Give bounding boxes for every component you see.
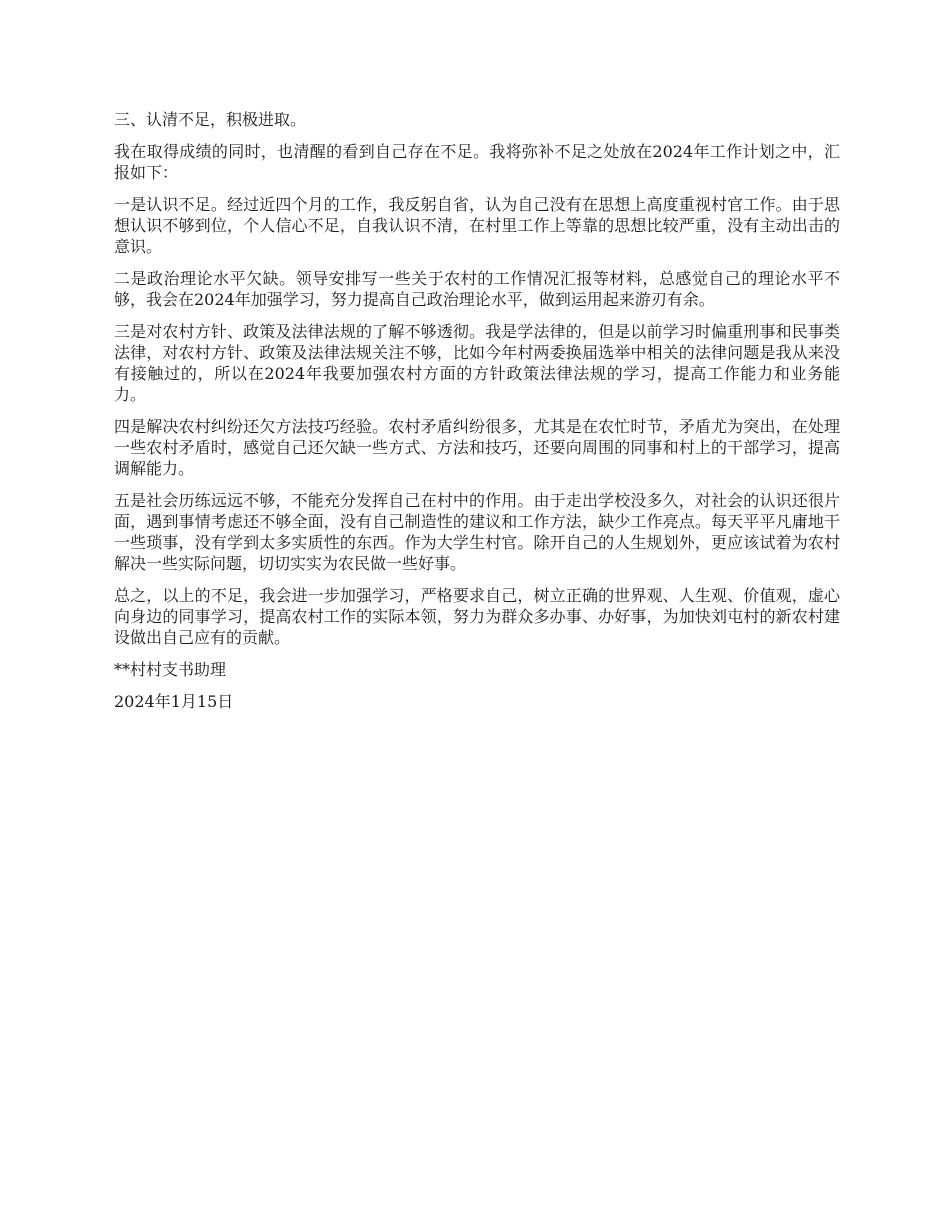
document-page [114,109,840,723]
paragraph-point-1: 一是认识不足。经过近四个月的工作，我反躬自省，认为自己没有在思想上高度重视村官工作。由于思想认识不够到位，个人信心不足，自我认识不清，在村里工作上等靠的思想比较严重，没有主动出击的意识。 [114,195,840,256]
signature: **村村支书助理 [114,660,227,679]
date: 2024年1月15日 [114,692,234,711]
paragraph-conclusion: 总之，以上的不足，我会进一步加强学习，严格要求自己，树立正确的世界观、人生观、价值观，虚心向身边的同事学习，提高农村工作的实际本领，努力为群众多办事、办好事，为加快刘屯村的新农村建设做出自己应有的贡献。 [114,586,840,647]
paragraph-point-3: 三是对农村方针、政策及法律法规的了解不够透彻。我是学法律的，但是以前学习时偏重刑事和民事类法律，对农村方针、政策及法律法规关注不够，比如今年村两委换届选举中相关的法律问题是我从来没有接触过的，所以在2024年我要加强农村方面的方针政策法律法规的学习，提高工作能力和业务能力。 [114,322,840,404]
paragraph-point-5: 五是社会历练远远不够，不能充分发挥自己在村中的作用。由于走出学校没多久，对社会的认识还很片面，遇到事情考虑还不够全面，没有自己制造性的建议和工作方法，缺少工作亮点。每天平平凡庸地干一些琐事，没有学到太多实质性的东西。作为大学生村官。除开自己的人生规划外，更应该试着为农村解决一些实际问题，切切实实为农民做一些好事。 [114,491,840,573]
section-heading: 三、认清不足，积极进取。 [114,110,307,129]
paragraph-point-4: 四是解决农村纠纷还欠方法技巧经验。农村矛盾纠纷很多，尤其是在农忙时节，矛盾尤为突出，在处理一些农村矛盾时，感觉自己还欠缺一些方式、方法和技巧，还要向周围的同事和村上的干部学习，提高调解能力。 [114,417,840,478]
paragraph-point-2: 二是政治理论水平欠缺。领导安排写一些关于农村的工作情况汇报等材料，总感觉自己的理论水平不够，我会在2024年加强学习，努力提高自己政治理论水平，做到运用起来游刃有余。 [114,269,840,309]
paragraph-intro: 我在取得成绩的同时，也清醒的看到自己存在不足。我将弥补不足之处放在2024年工作计划之中，汇报如下： [114,142,840,182]
